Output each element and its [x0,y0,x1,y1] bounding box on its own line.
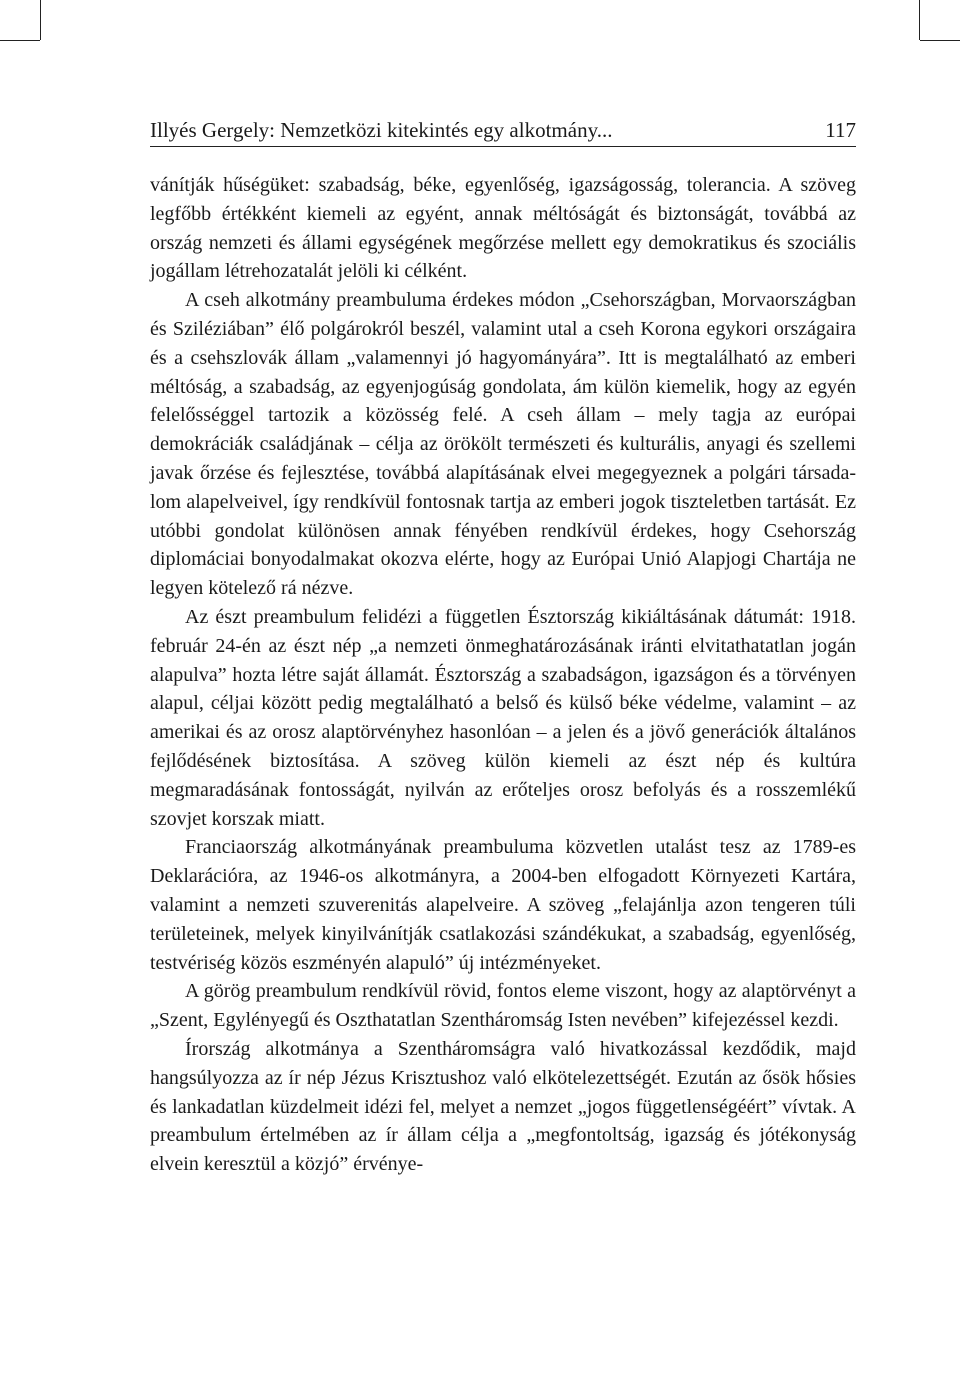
crop-mark-top-left-vertical [40,0,41,40]
running-head [150,114,856,147]
paragraph-irish-preamble: Írország alkotmánya a Szentháromságra való hivatkozással kezdődik, majd hangsúlyozza az ír nép Jézus Krisztushoz való elkötelezettségét. Ezután az ősök hősies és lankadatlan küzdelmeit idézi fel, melyet a nemzet „jogos függetlenségéért” vívtak. A preambulum értelmében az ír állam célja a „megfontoltság, igazság és jótékonyság elvein keresztül a közjó” érvénye- [150,1037,856,1176]
page-number: 117 [825,118,856,142]
crop-mark-top-right-horizontal [920,40,960,41]
crop-mark-top-left-horizontal [0,40,40,41]
paragraph-greek-preamble: A görög preambulum rendkívül rövid, fontos eleme viszont, hogy az alaptörvényt a „Szent, Egylényegű és Oszthatatlan Szentháromság Isten nevében” kifejezéssel kezdi. [150,980,856,1032]
running-head-title: Illyés Gergely: Nemzetközi kitekintés egy alkotmány... [150,118,613,142]
body-text [150,171,856,1179]
paragraph-french-preamble: Franciaország alkotmányának preambuluma közvetlen utalást tesz az 1789-es Deklarációra, az 1946-os alkotmányra, a 2004-ben elfogadott Környezeti Kartára, valamint a nemzeti szuverenitás alapelveire. A szöveg „felajánlja azon tengeren túli területeinek, melyek kinyilvánítják csatlakozási szándékukat, a szabadság, egyenlőség, testvériség közös eszményén alapuló” új intézményeket. [150,836,856,974]
paragraph-estonian-preamble: Az észt preambulum felidézi a független Észtország kikiáltásának dátumát: 1918. február 24-én az észt nép „a nemzeti önmeghatározásának iránti elvitathatatlan jogán alapulva” hozta létre saját államát. Észtország a szabadságon, igazságon és a törvényen alapul, céljai között pedig megtalálható a belső és külső béke védelme, valamint – az amerikai és az orosz alaptörvényhez hasonlóan – a jelen és a jövő generációk általános fejlődésének biztosítása. A szöveg külön kiemeli az észt nép és kultúra megmaradásának fontosságát, nyilván az erőteljes orosz befolyás és a rosszemlékű szovjet korszak miatt. [150,605,856,830]
paragraph-continuation: vánítják hűségüket: szabadság, béke, egyenlőség, igazságosság, tolerancia. A szöveg legfőbb értékként kiemeli az egyént, annak méltóságát és biztonságát, továbbá az ország nemzeti és állami egységének megőrzése mellett egy demokratikus és szociális jogállam létrehozatalát jelöli ki célként. [150,174,856,283]
paragraph-czech-preamble: A cseh alkotmány preambuluma érdekes módon „Csehországban, Morvaországban és Sziléziában” élő polgárokról beszél, valamint utal a cseh Korona egykori országaira és a csehszlovák állam „valamennyi jó hagyományára”. Itt is megtalálható az emberi méltóság, a szabadság, az egyenjogúság gondolata, ám külön kiemelik, hogy az egyén felelősséggel tartozik a közösség felé. A cseh állam – mely tagja az európai demokráciák családjának – célja az örökölt természeti és kulturális, anyagi és szellemi javak őrzése és fejlesztése, továbbá alapításának elvei megegyeznek a polgári társadalom alapelveivel, így rendkívül fontosnak tartja az emberi jogok tiszteletben tartását. Ez utóbbi gondolat különösen annak fényében rendkívül érdekes, hogy Csehország diplomáciai bonyodalmakat okozva elérte, hogy az Európai Unió Alapjogi Chartája ne legyen kötelező rá nézve. [150,289,856,600]
crop-mark-top-right-vertical [919,0,920,40]
